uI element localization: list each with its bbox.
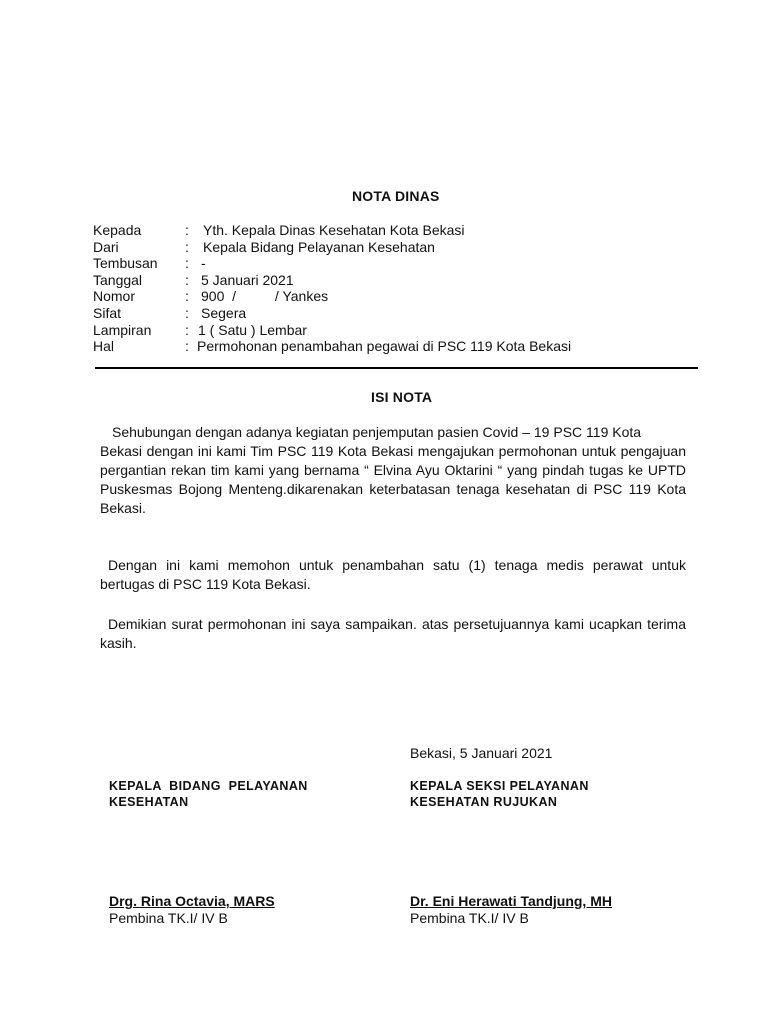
header-colon: : xyxy=(185,255,189,272)
body-paragraph-1 xyxy=(100,423,686,518)
header-colon: : xyxy=(185,338,189,355)
body-paragraph-3 xyxy=(100,615,686,653)
section-title: ISI NOTA xyxy=(371,389,433,405)
header-row-tembusan xyxy=(93,255,713,272)
header-value: Permohonan penambahan pegawai di PSC 119 Kota Bekasi xyxy=(197,338,572,355)
header-label: Kepada xyxy=(93,222,142,238)
header-label: Hal xyxy=(93,338,115,355)
right-position-line-1: KEPALA SEKSI PELAYANAN xyxy=(410,779,589,793)
header-value: Yth. Kepala Dinas Kesehatan Kota Bekasi xyxy=(203,222,465,238)
header-row-hal xyxy=(93,338,713,355)
header-value: 900 / / Yankes xyxy=(201,288,329,305)
header-row-kepada xyxy=(93,222,713,239)
paragraph-2-text: Dengan ini kami memohon untuk penambahan satu (1) tenaga medis perawat untuk bertugas di PSC 119 Kota Bekasi. xyxy=(100,557,686,592)
header-colon: : xyxy=(185,271,189,288)
header-colon: : xyxy=(185,304,189,321)
header-colon: : xyxy=(185,238,189,255)
header-value: Kepala Bidang Pelayanan Kesehatan xyxy=(203,238,435,255)
header-divider xyxy=(95,367,698,369)
paragraph-1-body: Bekasi dengan ini kami Tim PSC 119 Kota Bekasi mengajukan permohonan untuk pengajuan pergantian rekan tim kami yang bernama “ Elvina Ayu Oktarini “ yang pindah tugas ke UPTD Puskesmas Bojong Menteng.dikarenakan keterbatasan tenaga kesehatan di PSC 119 Kota Bekasi. xyxy=(100,443,686,516)
header-colon: : xyxy=(185,222,189,238)
header-label: Tanggal xyxy=(93,271,143,288)
right-signatory-position xyxy=(410,779,589,810)
header-row-dari xyxy=(93,239,713,256)
right-signatory-rank: Pembina TK.I/ IV B xyxy=(410,910,529,926)
header-row-lampiran xyxy=(93,322,713,339)
paragraph-3-text: Demikian surat permohonan ini saya sampaikan. atas persetujuannya kami ucapkan terima kasih. xyxy=(100,616,686,651)
header-colon: : xyxy=(185,288,189,305)
right-signatory-name: Dr. Eni Herawati Tandjung, MH xyxy=(410,893,612,909)
header-row-sifat xyxy=(93,305,713,322)
left-signatory-position xyxy=(109,779,308,810)
left-signatory-name: Drg. Rina Octavia, MARS xyxy=(109,893,275,909)
header-value: Segera xyxy=(201,304,247,321)
body-paragraph-2 xyxy=(100,556,686,594)
header-block xyxy=(93,222,713,355)
header-label: Dari xyxy=(93,238,119,255)
header-row-tanggal xyxy=(93,272,713,289)
header-label: Lampiran xyxy=(93,321,152,338)
paragraph-1-line-1: Sehubungan dengan adanya kegiatan penjemputan pasien Covid – 19 PSC 119 Kota xyxy=(112,424,642,440)
header-colon: : xyxy=(185,321,189,338)
header-value: - xyxy=(201,255,206,272)
left-position-line-1: KEPALA BIDANG PELAYANAN xyxy=(109,779,308,793)
header-value: 5 Januari 2021 xyxy=(201,271,294,288)
header-label: Tembusan xyxy=(93,255,158,272)
left-position-line-2: KESEHATAN xyxy=(109,794,189,809)
header-label: Sifat xyxy=(93,304,122,321)
header-row-nomor xyxy=(93,288,713,305)
left-signatory-rank: Pembina TK.I/ IV B xyxy=(109,910,228,926)
place-date: Bekasi, 5 Januari 2021 xyxy=(410,745,553,761)
document-title: NOTA DINAS xyxy=(352,188,440,204)
header-value: 1 ( Satu ) Lembar xyxy=(198,321,307,338)
header-label: Nomor xyxy=(93,288,136,305)
right-position-line-2: KESEHATAN RUJUKAN xyxy=(410,794,558,809)
